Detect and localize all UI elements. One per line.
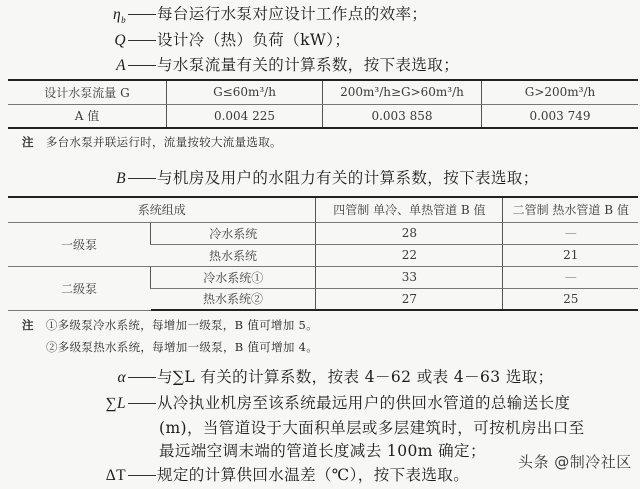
table-cell: 0.004 225 xyxy=(167,104,323,128)
definition-sum-l-cont-1 xyxy=(159,418,585,438)
table-cell: — xyxy=(503,222,638,244)
definition-sum-l xyxy=(100,393,570,414)
table-row xyxy=(8,222,638,244)
table-cell: 冷水系统① xyxy=(151,266,316,288)
table-header-cell: 二管制 热水管道 B 值 xyxy=(503,197,638,222)
table-cell: 冷水系统 xyxy=(151,222,316,244)
table-cell: 25 xyxy=(503,288,638,310)
em-dash xyxy=(128,65,156,66)
definition-sum-l-cont-2 xyxy=(159,441,486,461)
em-dash xyxy=(128,40,156,41)
definition-eta xyxy=(112,4,427,30)
em-dash xyxy=(128,14,156,15)
table-cell: 27 xyxy=(316,288,503,310)
table-header-cell: 系统组成 xyxy=(8,197,316,222)
table-cell: 0.003 749 xyxy=(482,104,639,128)
definition-a xyxy=(112,55,459,76)
table-a-coefficient xyxy=(8,79,638,129)
definition-text: 设计冷（热）负荷（kW）； xyxy=(157,31,351,49)
symbol-alpha: α xyxy=(117,369,126,386)
table-cell: 22 xyxy=(316,244,503,266)
table-header-cell: 设计水泵流量 G xyxy=(8,80,167,104)
definition-text: 每台运行水泵对应设计工作点的效率； xyxy=(157,5,428,23)
table-group-cell: 二级泵 xyxy=(8,266,151,310)
em-dash xyxy=(128,178,156,179)
table-row xyxy=(8,104,638,128)
note-label: 注 xyxy=(22,318,34,332)
symbol-a: A xyxy=(116,57,126,74)
definition-b xyxy=(112,168,539,189)
table-header-cell: 200m³/h≥G>60m³/h xyxy=(323,80,482,104)
table-header-cell: G≤60m³/h xyxy=(167,80,323,104)
symbol-q: Q xyxy=(114,32,126,49)
table-header-row xyxy=(8,80,638,104)
note-text: ②多级泵热水系统，每增加一级泵，B 值可增加 4。 xyxy=(46,340,319,354)
definition-alpha xyxy=(100,367,554,388)
symbol-eta: $\eta_b$ xyxy=(113,6,126,26)
note-text: ①多级泵冷水系统，每增加一级泵，B 值可增加 5。 xyxy=(45,318,318,332)
table-cell: 0.003 858 xyxy=(323,104,482,128)
table-cell: 28 xyxy=(316,222,503,244)
em-dash xyxy=(128,377,156,378)
note-a xyxy=(22,134,282,150)
em-dash xyxy=(128,403,156,404)
table-group-cell: 一级泵 xyxy=(8,222,151,266)
note-b-1 xyxy=(22,317,318,333)
table-header-cell: 四管制 单冷、单热管道 B 值 xyxy=(316,197,503,222)
note-label: 注 xyxy=(22,135,34,149)
symbol-b: B xyxy=(116,170,126,187)
definition-text: 与机房及用户的水阻力有关的计算系数，按下表选取； xyxy=(157,169,539,187)
table-cell: A 值 xyxy=(8,104,167,128)
table-cell: 33 xyxy=(316,266,503,288)
definition-text: 规定的计算供回水温差（℃），按下表选取。 xyxy=(157,466,470,484)
definition-text: 最远端空调末端的管道长度减去 100m 确定； xyxy=(159,442,486,460)
table-b-coefficient xyxy=(8,196,638,311)
definition-text: 与水泵流量有关的计算系数，按下表选取； xyxy=(157,56,460,74)
table-cell: 21 xyxy=(503,244,638,266)
definition-delta-t xyxy=(100,465,469,486)
note-text: 多台水泵并联运行时，流量按较大流量选取。 xyxy=(45,135,282,149)
em-dash xyxy=(128,475,156,476)
table-header-cell: G>200m³/h xyxy=(482,80,639,104)
table-cell: — xyxy=(503,266,638,288)
definition-text: (m)，当管道设于大面积单层或多层建筑时，可按机房出口至 xyxy=(159,419,585,437)
symbol-delta-t: ΔT xyxy=(105,467,126,484)
watermark: 头条 @制冷社区 xyxy=(518,453,632,471)
note-b-2 xyxy=(46,339,318,355)
symbol-sum-l: ∑L xyxy=(105,395,126,412)
definition-q xyxy=(112,30,350,51)
table-row xyxy=(8,266,638,288)
table-cell: 热水系统② xyxy=(151,288,316,310)
table-cell: 热水系统 xyxy=(151,244,316,266)
definition-text: 与∑L 有关的计算系数，按表 4－62 或表 4－63 选取； xyxy=(157,368,554,386)
table-header-row xyxy=(8,197,638,222)
definition-text: 从冷执业机房至该系统最远用户的供回水管道的总输送长度 xyxy=(157,394,571,412)
